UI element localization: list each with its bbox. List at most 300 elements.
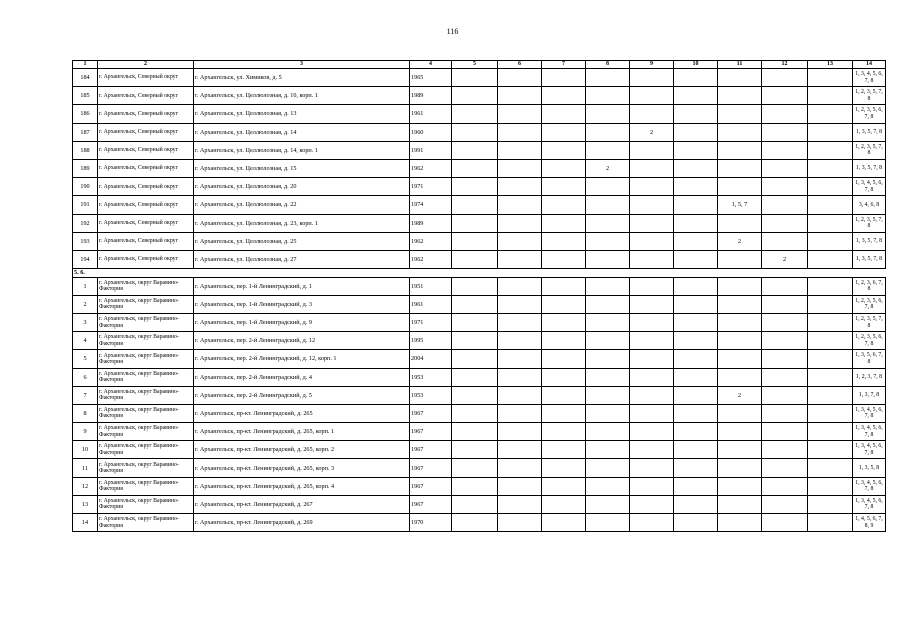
col-10-cell — [674, 87, 718, 105]
col-6-cell — [498, 250, 542, 268]
year-cell: 1967 — [410, 477, 452, 495]
col-9-cell — [630, 514, 674, 532]
col-5-cell — [452, 386, 498, 404]
col-6-cell — [498, 477, 542, 495]
col-11-cell — [718, 87, 762, 105]
col-6-cell — [498, 350, 542, 368]
column-header: 11 — [718, 61, 762, 69]
col-10-cell — [674, 159, 718, 177]
col-8-cell — [586, 123, 630, 141]
col-12-cell — [762, 196, 808, 214]
col-14-cell: 1, 3, 5, 7, 8 — [853, 159, 886, 177]
col-7-cell — [542, 87, 586, 105]
col-14-cell: 1, 3, 4, 5, 6, 7, 8 — [853, 404, 886, 422]
district-cell: г. Архангельск, округ Варавино-Фактория — [98, 368, 194, 386]
section-empty-cell — [630, 269, 674, 278]
district-cell: г. Архангельск, округ Варавино-Фактория — [98, 495, 194, 513]
col-8-cell — [586, 232, 630, 250]
section-empty-cell — [410, 269, 452, 278]
col-10-cell — [674, 105, 718, 123]
col-13-cell — [808, 87, 853, 105]
col-8-cell — [586, 141, 630, 159]
table-row — [73, 141, 886, 159]
column-header: 3 — [194, 61, 410, 69]
year-cell: 1967 — [410, 495, 452, 513]
col-11-cell — [718, 477, 762, 495]
table-row — [73, 386, 886, 404]
col-11-cell — [718, 123, 762, 141]
col-12-cell — [762, 159, 808, 177]
col-14-cell: 1, 3, 5, 7, 8 — [853, 250, 886, 268]
col-8-cell — [586, 105, 630, 123]
col-8-cell — [586, 313, 630, 331]
col-12-cell — [762, 232, 808, 250]
address-cell: г. Архангельск, ул. Целлюлозная, д. 22 — [194, 196, 410, 214]
district-cell: г. Архангельск, округ Варавино-Фактория — [98, 477, 194, 495]
col-8-cell — [586, 423, 630, 441]
year-cell: 1967 — [410, 423, 452, 441]
section-empty-cell — [674, 269, 718, 278]
address-cell: г. Архангельск, ул. Целлюлозная, д. 14 — [194, 123, 410, 141]
col-12-cell — [762, 495, 808, 513]
table-row — [73, 232, 886, 250]
col-11-cell: 1, 5, 7 — [718, 196, 762, 214]
address-cell: г. Архангельск, пер. 2-й Ленинградский, д. 4 — [194, 368, 410, 386]
col-7-cell — [542, 178, 586, 196]
col-11-cell — [718, 332, 762, 350]
col-12-cell — [762, 69, 808, 87]
col-7-cell — [542, 232, 586, 250]
col-7-cell — [542, 69, 586, 87]
col-5-cell — [452, 196, 498, 214]
buildings-table — [72, 60, 886, 532]
year-cell: 1974 — [410, 196, 452, 214]
col-9-cell — [630, 350, 674, 368]
col-11-cell — [718, 295, 762, 313]
col-5-cell — [452, 178, 498, 196]
district-cell: г. Архангельск, Северный округ — [98, 178, 194, 196]
col-6-cell — [498, 495, 542, 513]
row-number: 190 — [73, 178, 98, 196]
col-13-cell — [808, 123, 853, 141]
col-12-cell — [762, 332, 808, 350]
col-13-cell — [808, 277, 853, 295]
col-7-cell — [542, 404, 586, 422]
year-cell: 1967 — [410, 441, 452, 459]
col-12-cell — [762, 477, 808, 495]
col-5-cell — [452, 214, 498, 232]
col-10-cell — [674, 332, 718, 350]
table-row — [73, 423, 886, 441]
row-number: 1 — [73, 277, 98, 295]
col-7-cell — [542, 441, 586, 459]
address-cell: г. Архангельск, ул. Целлюлозная, д. 13 — [194, 105, 410, 123]
district-cell: г. Архангельск, округ Варавино-Фактория — [98, 441, 194, 459]
col-7-cell — [542, 495, 586, 513]
column-header: 5 — [452, 61, 498, 69]
col-6-cell — [498, 69, 542, 87]
col-6-cell — [498, 141, 542, 159]
section-row — [73, 269, 886, 278]
address-cell: г. Архангельск, пр-кт. Ленинградский, д. 269 — [194, 514, 410, 532]
table-row — [73, 87, 886, 105]
table-row — [73, 332, 886, 350]
section-empty-cell — [498, 269, 542, 278]
col-12-cell — [762, 404, 808, 422]
year-cell: 1962 — [410, 250, 452, 268]
table-row — [73, 441, 886, 459]
col-9-cell — [630, 386, 674, 404]
col-8-cell — [586, 332, 630, 350]
col-7-cell — [542, 105, 586, 123]
col-7-cell — [542, 368, 586, 386]
row-number: 13 — [73, 495, 98, 513]
row-number: 193 — [73, 232, 98, 250]
col-11-cell — [718, 459, 762, 477]
address-cell: г. Архангельск, ул. Химиков, д. 5 — [194, 69, 410, 87]
col-10-cell — [674, 250, 718, 268]
section-empty-cell — [98, 269, 194, 278]
col-11-cell — [718, 159, 762, 177]
col-14-cell: 1, 3, 4, 5, 6, 7, 8 — [853, 495, 886, 513]
col-14-cell: 1, 3, 5, 6, 7, 8 — [853, 350, 886, 368]
col-12-cell: 2 — [762, 250, 808, 268]
col-9-cell — [630, 441, 674, 459]
col-9-cell — [630, 295, 674, 313]
col-13-cell — [808, 178, 853, 196]
col-12-cell — [762, 423, 808, 441]
col-9-cell — [630, 495, 674, 513]
col-8-cell — [586, 214, 630, 232]
col-12-cell — [762, 178, 808, 196]
col-5-cell — [452, 368, 498, 386]
col-6-cell — [498, 423, 542, 441]
col-5-cell — [452, 277, 498, 295]
column-header: 4 — [410, 61, 452, 69]
address-cell: г. Архангельск, ул. Целлюлозная, д. 10, корп. 1 — [194, 87, 410, 105]
col-10-cell — [674, 232, 718, 250]
year-cell: 1962 — [410, 159, 452, 177]
col-9-cell — [630, 423, 674, 441]
col-9-cell — [630, 250, 674, 268]
table-row — [73, 250, 886, 268]
col-13-cell — [808, 313, 853, 331]
row-number: 185 — [73, 87, 98, 105]
district-cell: г. Архангельск, Северный округ — [98, 159, 194, 177]
row-number: 9 — [73, 423, 98, 441]
column-header: 9 — [630, 61, 674, 69]
col-9-cell — [630, 196, 674, 214]
col-8-cell — [586, 178, 630, 196]
col-13-cell — [808, 477, 853, 495]
row-number: 191 — [73, 196, 98, 214]
address-cell: г. Архангельск, пр-кт. Ленинградский, д. 265, корп. 4 — [194, 477, 410, 495]
address-cell: г. Архангельск, ул. Целлюлозная, д. 25 — [194, 232, 410, 250]
col-5-cell — [452, 495, 498, 513]
table-row — [73, 196, 886, 214]
col-9-cell — [630, 477, 674, 495]
col-7-cell — [542, 277, 586, 295]
col-12-cell — [762, 214, 808, 232]
year-cell: 1951 — [410, 277, 452, 295]
col-14-cell: 1, 2, 3, 7, 8 — [853, 368, 886, 386]
col-10-cell — [674, 386, 718, 404]
col-6-cell — [498, 459, 542, 477]
col-5-cell — [452, 477, 498, 495]
col-6-cell — [498, 313, 542, 331]
col-6-cell — [498, 386, 542, 404]
district-cell: г. Архангельск, Северный округ — [98, 250, 194, 268]
col-12-cell — [762, 350, 808, 368]
col-13-cell — [808, 105, 853, 123]
district-cell: г. Архангельск, округ Варавино-Фактория — [98, 404, 194, 422]
address-cell: г. Архангельск, пер. 2-й Ленинградский, д. 12, корп. 1 — [194, 350, 410, 368]
table-row — [73, 514, 886, 532]
district-cell: г. Архангельск, округ Варавино-Фактория — [98, 386, 194, 404]
col-7-cell — [542, 350, 586, 368]
district-cell: г. Архангельск, Северный округ — [98, 105, 194, 123]
col-12-cell — [762, 123, 808, 141]
col-12-cell — [762, 386, 808, 404]
row-number: 2 — [73, 295, 98, 313]
col-10-cell — [674, 214, 718, 232]
table-row — [73, 313, 886, 331]
col-7-cell — [542, 295, 586, 313]
row-number: 184 — [73, 69, 98, 87]
district-cell: г. Архангельск, округ Варавино-Фактория — [98, 295, 194, 313]
col-14-cell: 1, 3, 5, 7, 8 — [853, 232, 886, 250]
column-header: 8 — [586, 61, 630, 69]
col-10-cell — [674, 313, 718, 331]
col-13-cell — [808, 250, 853, 268]
year-cell: 1970 — [410, 514, 452, 532]
row-number: 6 — [73, 368, 98, 386]
year-cell: 1995 — [410, 332, 452, 350]
col-12-cell — [762, 441, 808, 459]
col-10-cell — [674, 477, 718, 495]
col-13-cell — [808, 459, 853, 477]
table-body — [73, 69, 886, 532]
table-row — [73, 159, 886, 177]
col-11-cell: 2 — [718, 386, 762, 404]
col-12-cell — [762, 87, 808, 105]
col-6-cell — [498, 196, 542, 214]
year-cell: 1971 — [410, 178, 452, 196]
table-row — [73, 214, 886, 232]
col-14-cell: 1, 3, 5, 7, 8 — [853, 123, 886, 141]
col-5-cell — [452, 250, 498, 268]
col-14-cell: 1, 3, 4, 5, 6, 7, 8 — [853, 423, 886, 441]
col-7-cell — [542, 214, 586, 232]
col-14-cell: 1, 2, 3, 5, 7, 8 — [853, 313, 886, 331]
year-cell: 1991 — [410, 141, 452, 159]
col-13-cell — [808, 69, 853, 87]
col-11-cell — [718, 313, 762, 331]
col-9-cell — [630, 368, 674, 386]
section-empty-cell — [762, 269, 808, 278]
col-12-cell — [762, 459, 808, 477]
col-11-cell — [718, 250, 762, 268]
row-number: 194 — [73, 250, 98, 268]
year-cell: 1971 — [410, 313, 452, 331]
table-row — [73, 277, 886, 295]
col-6-cell — [498, 441, 542, 459]
col-14-cell: 1, 3, 4, 5, 6, 7, 8 — [853, 178, 886, 196]
col-13-cell — [808, 368, 853, 386]
col-5-cell — [452, 232, 498, 250]
col-11-cell — [718, 69, 762, 87]
section-empty-cell — [808, 269, 853, 278]
col-12-cell — [762, 105, 808, 123]
col-8-cell — [586, 386, 630, 404]
col-6-cell — [498, 277, 542, 295]
col-10-cell — [674, 350, 718, 368]
col-8-cell: 2 — [586, 159, 630, 177]
col-14-cell: 1, 2, 3, 5, 7, 8 — [853, 214, 886, 232]
address-cell: г. Архангельск, пр-кт. Ленинградский, д. 265 — [194, 404, 410, 422]
col-7-cell — [542, 123, 586, 141]
col-13-cell — [808, 404, 853, 422]
col-9-cell — [630, 87, 674, 105]
col-9-cell: 2 — [630, 123, 674, 141]
year-cell: 1989 — [410, 87, 452, 105]
col-5-cell — [452, 459, 498, 477]
col-14-cell: 1, 2, 3, 5, 7, 8 — [853, 141, 886, 159]
year-cell: 1962 — [410, 232, 452, 250]
table-row — [73, 105, 886, 123]
district-cell: г. Архангельск, Северный округ — [98, 123, 194, 141]
col-10-cell — [674, 277, 718, 295]
col-9-cell — [630, 178, 674, 196]
column-header: 1 — [73, 61, 98, 69]
col-7-cell — [542, 141, 586, 159]
col-10-cell — [674, 295, 718, 313]
col-5-cell — [452, 514, 498, 532]
col-5-cell — [452, 404, 498, 422]
col-7-cell — [542, 386, 586, 404]
col-6-cell — [498, 368, 542, 386]
row-number: 186 — [73, 105, 98, 123]
col-14-cell: 1, 2, 3, 5, 6, 7, 8 — [853, 105, 886, 123]
col-10-cell — [674, 123, 718, 141]
address-cell: г. Архангельск, пер. 1-й Ленинградский, д. 1 — [194, 277, 410, 295]
year-cell: 1965 — [410, 69, 452, 87]
year-cell: 1961 — [410, 105, 452, 123]
col-8-cell — [586, 295, 630, 313]
col-8-cell — [586, 404, 630, 422]
table-row — [73, 69, 886, 87]
row-number: 5 — [73, 350, 98, 368]
col-7-cell — [542, 196, 586, 214]
col-12-cell — [762, 141, 808, 159]
col-13-cell — [808, 423, 853, 441]
address-cell: г. Архангельск, пер. 1-й Ленинградский, д. 3 — [194, 295, 410, 313]
district-cell: г. Архангельск, округ Варавино-Фактория — [98, 459, 194, 477]
col-9-cell — [630, 404, 674, 422]
address-cell: г. Архангельск, ул. Целлюлозная, д. 23, корп. 1 — [194, 214, 410, 232]
district-cell: г. Архангельск, Северный округ — [98, 69, 194, 87]
col-7-cell — [542, 459, 586, 477]
row-number: 3 — [73, 313, 98, 331]
col-6-cell — [498, 514, 542, 532]
col-7-cell — [542, 250, 586, 268]
col-12-cell — [762, 277, 808, 295]
table-row — [73, 368, 886, 386]
district-cell: г. Архангельск, округ Варавино-Фактория — [98, 332, 194, 350]
district-cell: г. Архангельск, округ Варавино-Фактория — [98, 514, 194, 532]
col-13-cell — [808, 214, 853, 232]
section-empty-cell — [718, 269, 762, 278]
address-cell: г. Архангельск, пр-кт. Ленинградский, д. 265, корп. 2 — [194, 441, 410, 459]
col-13-cell — [808, 441, 853, 459]
col-14-cell: 1, 4, 5, 6, 7, 8, 9 — [853, 514, 886, 532]
col-5-cell — [452, 332, 498, 350]
col-12-cell — [762, 514, 808, 532]
row-number: 7 — [73, 386, 98, 404]
col-11-cell — [718, 368, 762, 386]
col-13-cell — [808, 232, 853, 250]
col-8-cell — [586, 368, 630, 386]
section-empty-cell — [452, 269, 498, 278]
col-14-cell: 1, 3, 4, 5, 6, 7, 8 — [853, 69, 886, 87]
col-5-cell — [452, 441, 498, 459]
col-5-cell — [452, 350, 498, 368]
col-11-cell — [718, 404, 762, 422]
address-cell: г. Архангельск, ул. Целлюлозная, д. 20 — [194, 178, 410, 196]
col-12-cell — [762, 313, 808, 331]
col-9-cell — [630, 459, 674, 477]
col-14-cell: 3, 4, 6, 8 — [853, 196, 886, 214]
col-8-cell — [586, 250, 630, 268]
col-7-cell — [542, 332, 586, 350]
col-9-cell — [630, 105, 674, 123]
col-11-cell — [718, 277, 762, 295]
col-10-cell — [674, 141, 718, 159]
col-10-cell — [674, 514, 718, 532]
col-5-cell — [452, 87, 498, 105]
row-number: 14 — [73, 514, 98, 532]
col-5-cell — [452, 423, 498, 441]
col-10-cell — [674, 196, 718, 214]
col-7-cell — [542, 159, 586, 177]
table-row — [73, 404, 886, 422]
col-6-cell — [498, 178, 542, 196]
col-8-cell — [586, 495, 630, 513]
col-11-cell — [718, 141, 762, 159]
col-9-cell — [630, 232, 674, 250]
col-12-cell — [762, 295, 808, 313]
row-number: 188 — [73, 141, 98, 159]
col-11-cell — [718, 423, 762, 441]
table-row — [73, 178, 886, 196]
table-row — [73, 495, 886, 513]
address-cell: г. Архангельск, пер. 1-й Ленинградский, д. 9 — [194, 313, 410, 331]
col-6-cell — [498, 214, 542, 232]
col-10-cell — [674, 459, 718, 477]
col-14-cell: 1, 3, 7, 8 — [853, 386, 886, 404]
col-9-cell — [630, 159, 674, 177]
address-cell: г. Архангельск, ул. Целлюлозная, д. 15 — [194, 159, 410, 177]
row-number: 11 — [73, 459, 98, 477]
col-12-cell — [762, 368, 808, 386]
table-row — [73, 350, 886, 368]
year-cell: 1967 — [410, 459, 452, 477]
row-number: 10 — [73, 441, 98, 459]
year-cell: 1989 — [410, 214, 452, 232]
address-cell: г. Архангельск, пер. 2-й Ленинградский, д. 5 — [194, 386, 410, 404]
year-cell: 2004 — [410, 350, 452, 368]
year-cell: 1953 — [410, 386, 452, 404]
